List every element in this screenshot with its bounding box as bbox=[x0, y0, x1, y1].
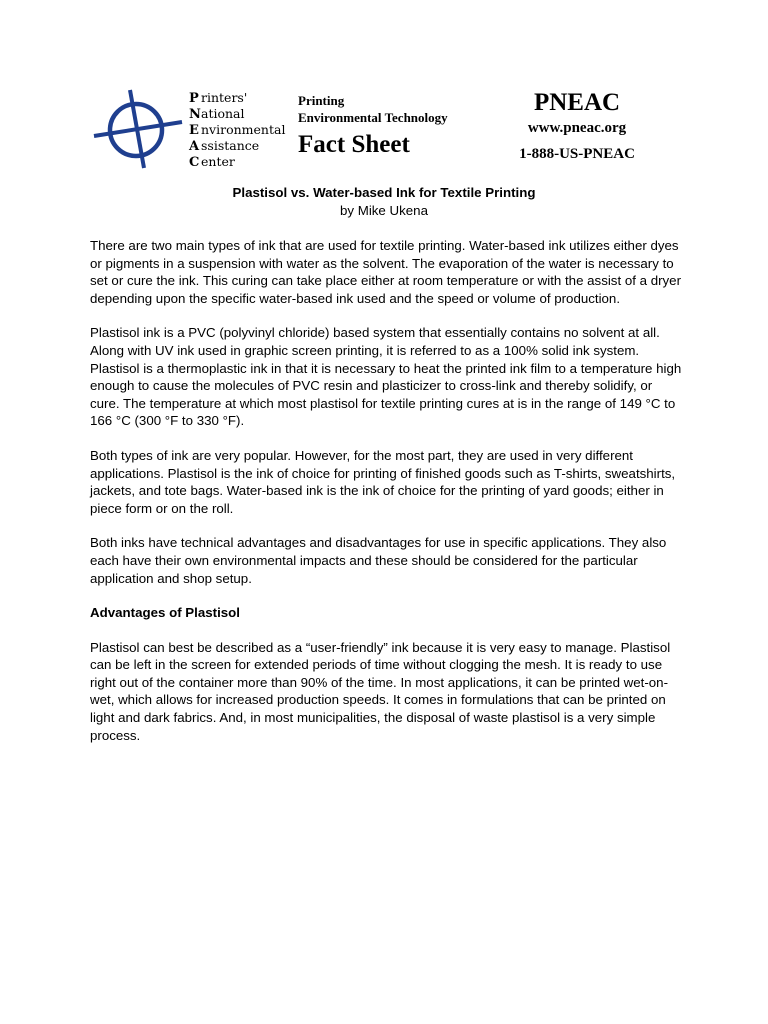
acronym-line: C enter bbox=[189, 154, 235, 170]
article-body bbox=[90, 237, 682, 761]
org-name: PNEAC bbox=[533, 89, 621, 116]
body-paragraph: Plastisol ink is a PVC (polyvinyl chloride) based system that essentially contains no solvent at all. Along with UV ink used in graphic screen printing, it is referred to as a 100% solid ink system. Plastisol is a thermoplastic ink in that it is necessary to heat the printed ink film to a temperature high enough to cause the molecules of PVC resin and plasticizer to cross-link and thereby solidify, or cure. The temperature at which most plastisol for textile printing cures at is in the range of 149 °C to 166 °C (300 °F to 330 °F). bbox=[90, 325, 682, 429]
crosshair-logo-icon bbox=[92, 88, 184, 170]
phone-number: 1-888-US-PNEAC bbox=[519, 146, 635, 162]
body-paragraph: Plastisol can best be described as a “user-friendly” ink because it is very easy to manage. Plastisol can be left in the screen for extended periods of time without clogging the mesh. It is ready to use right out of the container more than 90% of the time. In most applications, it can be printed wet-on-wet, which allows for increased production speeds. It comes in formulations that can be printed on light and dark fabrics. And, in most municipalities, the disposal of waste plastisol is a very simple process. bbox=[90, 639, 671, 743]
body-paragraph: Both types of ink are very popular. However, for the most part, they are used in very different applications. Plastisol is the ink of choice for printing of finished goods such as T-shirts, sweatshirts, jackets, and tote bags. Water-based ink is the ink of choice for the printing of yard goods; either in piece form or on the roll. bbox=[90, 447, 676, 516]
sheet-type: Fact Sheet bbox=[298, 131, 410, 158]
acronym-line: P rinters' bbox=[189, 90, 248, 106]
program-line-1: Printing bbox=[298, 93, 345, 108]
article-title-block bbox=[90, 184, 678, 220]
program-line-2: Environmental Technology bbox=[298, 110, 448, 125]
contact-block bbox=[500, 88, 654, 164]
website-link[interactable]: www.pneac.org bbox=[527, 120, 627, 136]
body-paragraph: Both inks have technical advantages and disadvantages for use in specific applications. They also each have their own environmental impacts and these should be considered for the particular application and shop setup. bbox=[90, 535, 667, 586]
organization-acronym bbox=[189, 90, 285, 170]
article-title: Plastisol vs. Water-based Ink for Textile Printing bbox=[232, 185, 536, 200]
body-paragraph: There are two main types of ink that are used for textile printing. Water-based ink utilizes either dyes or pigments in a suspension with water as the solvent. The evaporation of the water is necessary to set or cure the ink. This curing can take place either at room temperature or with the assist of a dryer depending upon the specific water-based ink used and the speed or volume of production. bbox=[90, 238, 682, 306]
article-byline: by Mike Ukena bbox=[340, 203, 428, 218]
program-title bbox=[298, 93, 448, 162]
fact-sheet-header bbox=[0, 0, 768, 180]
acronym-line: A ssistance bbox=[189, 138, 260, 154]
section-heading: Advantages of Plastisol bbox=[90, 605, 240, 621]
acronym-line: National bbox=[189, 106, 245, 122]
acronym-line: E nvironmental bbox=[189, 122, 286, 138]
